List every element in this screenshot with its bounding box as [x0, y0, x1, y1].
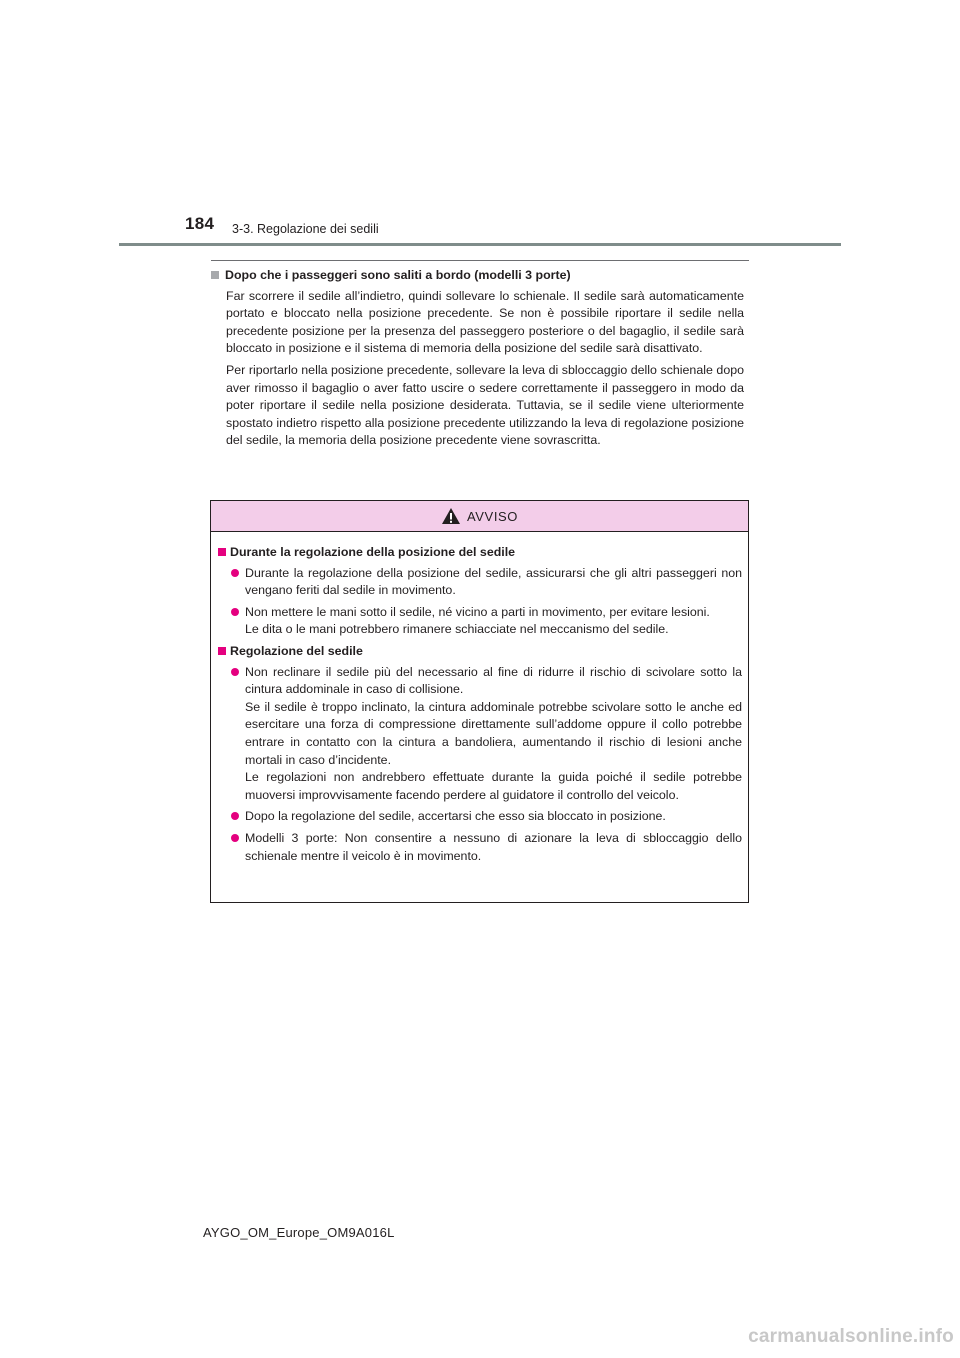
intro-paragraph-1: Far scorrere il sedile all’indietro, quindi sollevare lo schienale. Il sedile sarà automaticamente portato e bloccato nella posizione precedente. Se non è possibile riportare il sedile nella precedente posizione per la presenza del passeggero posteriore o del bagaglio, il sedile sarà bloccato in posizione e il sistema di memoria della posizione del sedile sarà disattivato. [226, 288, 744, 356]
bullet-text: Se il sedile è troppo inclinato, la cintura addominale potrebbe scivolare sotto le anche ed esercitare una forza di compressione direttamente sull’addome oppure il collo potrebbe entrare in contatto con la cintura a bandoliera, aumentando il rischio di lesioni anche mortali in caso d’incidente. [245, 699, 742, 767]
warning-triangle-icon [441, 507, 461, 525]
warning-body [211, 532, 748, 865]
bullet-text: Non mettere le mani sotto il sedile, né vicino a parti in movimento, per evitare lesioni. [245, 604, 710, 619]
bullet-text: Le dita o le mani potrebbero rimanere schiacciate nel meccanismo del sedile. [245, 622, 669, 637]
warning-bullet [231, 830, 742, 865]
intro-heading [211, 267, 749, 285]
page-number: 184 [185, 214, 215, 233]
warning-section-heading [218, 643, 742, 661]
warning-section-heading-text: Regolazione del sedile [230, 643, 363, 658]
warning-bullet [231, 808, 742, 826]
intro-paragraph-2: Per riportarlo nella posizione precedente, sollevare la leva di sbloccaggio dello schienale dopo aver rimosso il bagaglio o aver fatto uscire o sedere correttamente il passeggero in modo da poter riportare il sedile nella posizione desiderata. Tuttavia, se il sedile viene ulteriormente spostato indietro rispetto alla posizione precedente utilizzando la leva di regolazione posizione del sedile, la memoria della posizione precedente viene sovrascritta. [226, 362, 744, 448]
section-title: 3-3. Regolazione dei sedili [232, 222, 379, 236]
warning-header [211, 501, 748, 532]
round-bullet-icon [231, 812, 239, 820]
bullet-text: Modelli 3 porte: Non consentire a nessuno di azionare la leva di sbloccaggio dello schienale mentre il veicolo è in movimento. [245, 830, 742, 863]
header-rule [119, 243, 841, 246]
warning-bullet [231, 565, 742, 600]
intro-heading-text: Dopo che i passeggeri sono saliti a bordo (modelli 3 porte) [225, 268, 571, 282]
watermark-link[interactable]: carmanualsonline.info [748, 1326, 954, 1347]
warning-section-heading-text: Durante la regolazione della posizione del sedile [230, 545, 516, 559]
round-bullet-icon [231, 608, 239, 616]
square-bullet-icon [218, 548, 226, 556]
warning-section-heading [218, 544, 742, 562]
warning-box [210, 500, 749, 903]
warning-title: AVVISO [466, 508, 519, 524]
warning-bullet [231, 604, 742, 639]
intro-section [211, 267, 749, 454]
round-bullet-icon [231, 569, 239, 577]
square-bullet-icon [218, 647, 226, 655]
bullet-text: Durante la regolazione della posizione del sedile, assicurarsi che gli altri passeggeri non vengano feriti dal sedile in movimento. [245, 565, 742, 598]
round-bullet-icon [231, 834, 239, 842]
round-bullet-icon [231, 668, 239, 676]
warning-bullet [231, 664, 742, 805]
content-top-rule [211, 260, 749, 261]
square-bullet-icon [211, 271, 219, 279]
bullet-text: Le regolazioni non andrebbero effettuate durante la guida poiché il sedile potrebbe muoversi improvvisamente facendo perdere al guidatore il controllo del veicolo. [245, 770, 742, 802]
bullet-text: Non reclinare il sedile più del necessario al fine di ridurre il rischio di scivolare sotto la cintura addominale in caso di collisione. [245, 664, 742, 697]
footer-code: AYGO_OM_Europe_OM9A016L [203, 1225, 395, 1240]
bullet-text: Dopo la regolazione del sedile, accertarsi che esso sia bloccato in posizione. [245, 809, 666, 824]
